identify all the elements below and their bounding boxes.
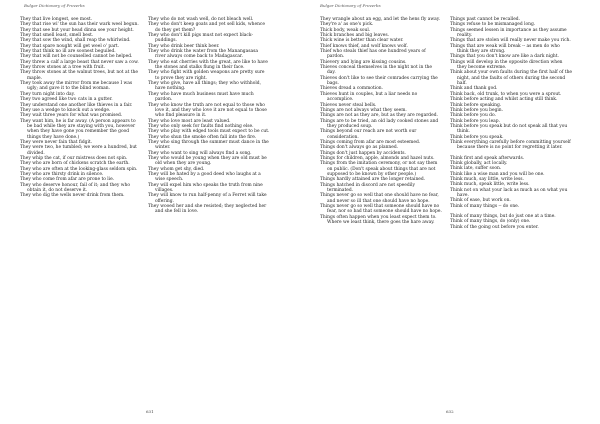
proverb-entry: They that think no ill are soonest beguiled.	[20, 49, 116, 55]
proverb-entry: Thick wine is better than clear water.	[320, 38, 404, 44]
proverb-entry: Think before you begin.	[450, 107, 504, 113]
proverb-entry: Think of many things, but do just one at a time.	[450, 214, 556, 220]
proverb-entry: They who shun the smoke often fall into the fire.	[148, 134, 257, 140]
proverb-entry: They who would be young when they are old must be old when they are young.	[148, 155, 267, 167]
proverb-entry: Think before you do.	[450, 113, 496, 119]
proverb-entry: Things for children, apple, almonds and hazel nuts.	[320, 155, 435, 161]
proverb-entry: They who drink beer think beer.	[148, 43, 220, 49]
proverb-entry: They wrangle about an egg, and let the hens fly away.	[320, 17, 441, 22]
proverb-entry: They whip the cat, if our mistress does not spin.	[20, 155, 128, 161]
proverb-entry: They who only seek for faults find nothing else.	[148, 123, 254, 129]
proverb-entry: Things often happen when you least expect them to. Where we least think, there goes the hare away.	[320, 214, 437, 226]
proverb-entry: Think before you speak but do not speak all that you think.	[450, 123, 568, 135]
right-page-column-1	[320, 17, 442, 225]
proverb-entry: Think of ease, but work on.	[450, 198, 511, 204]
proverb-entry: Things are to be tried, an old lady cooked stones and they produced soup.	[320, 118, 439, 129]
proverb-entry: They who love most are least valued.	[148, 118, 231, 124]
proverb-entry: Things that are weak will break -- as men do who think they are strong.	[450, 43, 560, 55]
proverb-entry: They that smell least, smell best.	[20, 33, 94, 39]
proverb-entry: Things don't just happen by accidents.	[320, 150, 406, 156]
proverb-entry: They who have much business must have much pardon.	[148, 91, 254, 103]
proverb-entry: Think back, old trunk, to when you were a sprout.	[450, 91, 562, 97]
proverb-entry: They whom get shy, died.	[148, 166, 205, 172]
proverb-entry: They two agreed like two cats in a gutter.	[20, 97, 113, 103]
proverb-entry: They who want to sing will always find a song.	[148, 150, 252, 156]
proverb-entry: Think of the going out before you enter.	[450, 224, 539, 230]
page-number: 631	[146, 409, 154, 414]
proverb-entry: They understand one another like thieves in a fair.	[20, 102, 133, 108]
proverb-entry: Thieves dread a commotion.	[320, 86, 383, 92]
proverb-entry: They that live longest, see most.	[20, 17, 93, 22]
proverb-entry: They threw a calf a large beast that never saw a cow.	[20, 59, 139, 65]
proverb-entry: Thievery and lying are kissing cousins.	[320, 59, 407, 65]
proverb-entry: They that see but your head dinna see your height.	[20, 27, 134, 33]
proverb-entry: They throw stones at the walnut trees, but not at the maple.	[20, 70, 138, 81]
proverb-entry: Things never go so well that one should have no fear, and never so ill that one should have no hope.	[320, 193, 439, 204]
proverb-entry: Think of many things -- do one.	[450, 203, 520, 209]
proverb-entry: Things will develop in the opposite direction when they become extreme.	[450, 59, 563, 71]
proverb-entry: Think before you speak.	[450, 134, 504, 140]
proverb-entry: Think before speaking.	[450, 102, 502, 108]
proverb-entry: Think before you leap.	[450, 118, 500, 124]
proverb-entry: They who sing through the summer must dance in the winter.	[148, 139, 269, 151]
proverb-entry: They were two, he tumbled; we were a hundred, but divided.	[20, 145, 137, 156]
proverb-entry: They use a wedge to knock out a wedge.	[20, 107, 111, 113]
proverb-entry: Things hardly attained are the longer retained.	[320, 177, 426, 183]
proverb-entry: Thieves never steal bells.	[320, 102, 377, 108]
proverb-entry: Things are not as they are, but as they are regarded.	[320, 113, 438, 119]
proverb-entry: Things hatched in discord are not speedily terminated.	[320, 182, 415, 193]
proverb-entry: They that spare nought will get weel o' part.	[20, 43, 120, 49]
proverb-entry: Think much, speak little, write less.	[450, 182, 530, 188]
proverb-entry: Things refuse to be mismanaged long.	[450, 22, 536, 28]
proverb-entry: They who drink the water from the Manangasasa river always come back to Madagascar.	[148, 49, 258, 60]
proverb-entry: Think everything carefully before committing yourself because there is no point for regretting it later.	[450, 139, 571, 151]
proverb-entry: They took away the mirror from me because I was ugly; and gave it to the blind woman.	[20, 81, 133, 92]
right-page-column-2	[450, 17, 572, 230]
proverb-entry: They will expel him who speaks the truth from nine villages.	[148, 182, 263, 193]
proverb-entry: They who are thirsty drink in silence.	[20, 171, 104, 177]
proverb-entry: They will know to run half-penny of a Ferret will take offering.	[148, 193, 267, 204]
proverb-entry: Things that you don't know are like a dark night.	[450, 54, 559, 60]
running-header: Bulgar Dictionary of Proverbs	[24, 3, 85, 8]
proverb-entry: They who play with edged tools must expect to be cut.	[148, 129, 270, 135]
proverb-entry: Thick branches and big leaves.	[320, 33, 389, 39]
proverb-entry: They who deserve honour, fail of it; and they who obtain it, do not deserve it.	[20, 182, 130, 193]
proverb-entry: Think much, say little, write less.	[450, 176, 524, 182]
proverb-entry: They who come from afar are prone to lie.	[20, 177, 115, 183]
proverb-entry: Things from the imitation ceremony, or not say them on public. (Don't speak about things that are not supposed to be known by other people.)	[320, 161, 438, 177]
proverb-entry: They who eat cherries with the great, are like to have the stones and stalks flung in their face.	[148, 59, 268, 71]
proverb-entry: They want him, he is far away. (A person appears to be bad while they are staying with you, however when they have gone you remember the good things they have done.)	[20, 118, 136, 140]
proverb-entry: Things that are stolen will really never make you rich.	[450, 38, 571, 44]
proverb-entry: They that will not be counselled cannot be helped.	[20, 54, 133, 60]
proverb-entry: They were never fain that fidgit.	[20, 139, 93, 145]
proverb-entry: They who are born of chickens scratch the earth.	[20, 161, 130, 167]
proverb-entry: They who know the truth are not equal to those who love it, and they who love it are not equal to those who find pleasure in it.	[148, 102, 267, 119]
proverb-entry: Think late, suffer soon.	[450, 166, 502, 172]
proverb-entry: Think of many things, do (only) one.	[450, 219, 531, 225]
proverb-entry: They that sow the wind, shall reap the whirlwind.	[20, 38, 131, 44]
proverb-entry: They who don't keep goats and yet sell kids, whence do they get them?	[148, 22, 265, 33]
proverb-entry: They wooed her and she resisted; they neglected her and she fell in love.	[148, 204, 267, 215]
proverb-entry: Thieves don't like to see their comrades carrying the bags.	[320, 75, 438, 87]
proverb-entry: Thief knows thief, and wolf knows wolf.	[320, 43, 408, 49]
proverb-entry: Things are not always what they seem.	[320, 107, 407, 113]
proverb-entry: They turn night into day.	[20, 91, 75, 97]
proverb-entry: They that rise wi' the sun has their wark weel begun.	[20, 22, 139, 28]
proverb-entry: Things never go so well that someone should have no fear, nor so bad that someone should have no hope.	[320, 204, 442, 215]
proverb-entry: Thieves conceal themselves in the night not in the day.	[320, 65, 432, 76]
right-page	[300, 0, 600, 424]
proverb-entry: They wait three years for what was promised.	[20, 113, 123, 119]
proverb-entry: Things beyond our reach are not worth our consideration.	[320, 129, 417, 140]
page-number: 632	[446, 409, 454, 414]
proverb-entry: Think about your own faults during the first half of the night, and the faults of others during the second half.	[450, 70, 572, 87]
proverb-entry: Think and thank god.	[450, 86, 498, 92]
proverb-entry: Things don't always go as planned.	[320, 145, 399, 151]
proverb-entry: They who give, have all things; they who withhold, have nothing.	[148, 81, 261, 92]
proverb-entry: They will be hated by a good deed who laughs at a wise speech.	[148, 171, 261, 183]
proverb-entry: They who dig the wells never drink from them.	[20, 193, 125, 199]
proverb-entry: Think first and speak afterwards.	[450, 155, 525, 161]
proverb-entry: Think like a wise man and you will be one.	[450, 171, 545, 177]
proverb-entry: They who are often at the looking-glass seldom spin.	[20, 166, 138, 172]
proverb-entry: They who do not wash well, do not bleach well.	[148, 17, 254, 22]
proverb-entry: They who fight with golden weapons are pretty sure to prove they are right.	[148, 70, 265, 81]
proverb-entry: Things coming from afar are most esteemed.	[320, 139, 421, 145]
left-page-column-2	[148, 17, 270, 215]
proverb-entry: Thief who steals thief has one hundred years of pardon.	[320, 49, 426, 60]
proverb-entry: They're a' as one's pick.	[320, 22, 374, 28]
proverb-entry: Things past cannot be recalled.	[450, 17, 521, 22]
proverb-entry: They throw stones at a tree with fruit.	[20, 65, 105, 71]
proverb-entry: Think globally, act locally.	[450, 160, 508, 166]
proverb-entry: Things seemed lessen in importance as they assume reality.	[450, 27, 567, 39]
proverb-entry: Thick body, weak soul.	[320, 27, 371, 33]
left-page-column-1	[20, 17, 142, 199]
proverb-entry: Thieves hunt in couples, but a liar needs no accomplice.	[320, 91, 418, 103]
proverb-entry: Think before acting and whilst acting still think.	[450, 97, 558, 103]
proverb-entry: Think not on what your lack as much as on what you have.	[450, 187, 568, 198]
running-header: Bulgar Dictionary of Proverbs	[320, 3, 381, 8]
proverb-entry: They who don't kill pigs must not expect black-puddings.	[148, 33, 253, 44]
